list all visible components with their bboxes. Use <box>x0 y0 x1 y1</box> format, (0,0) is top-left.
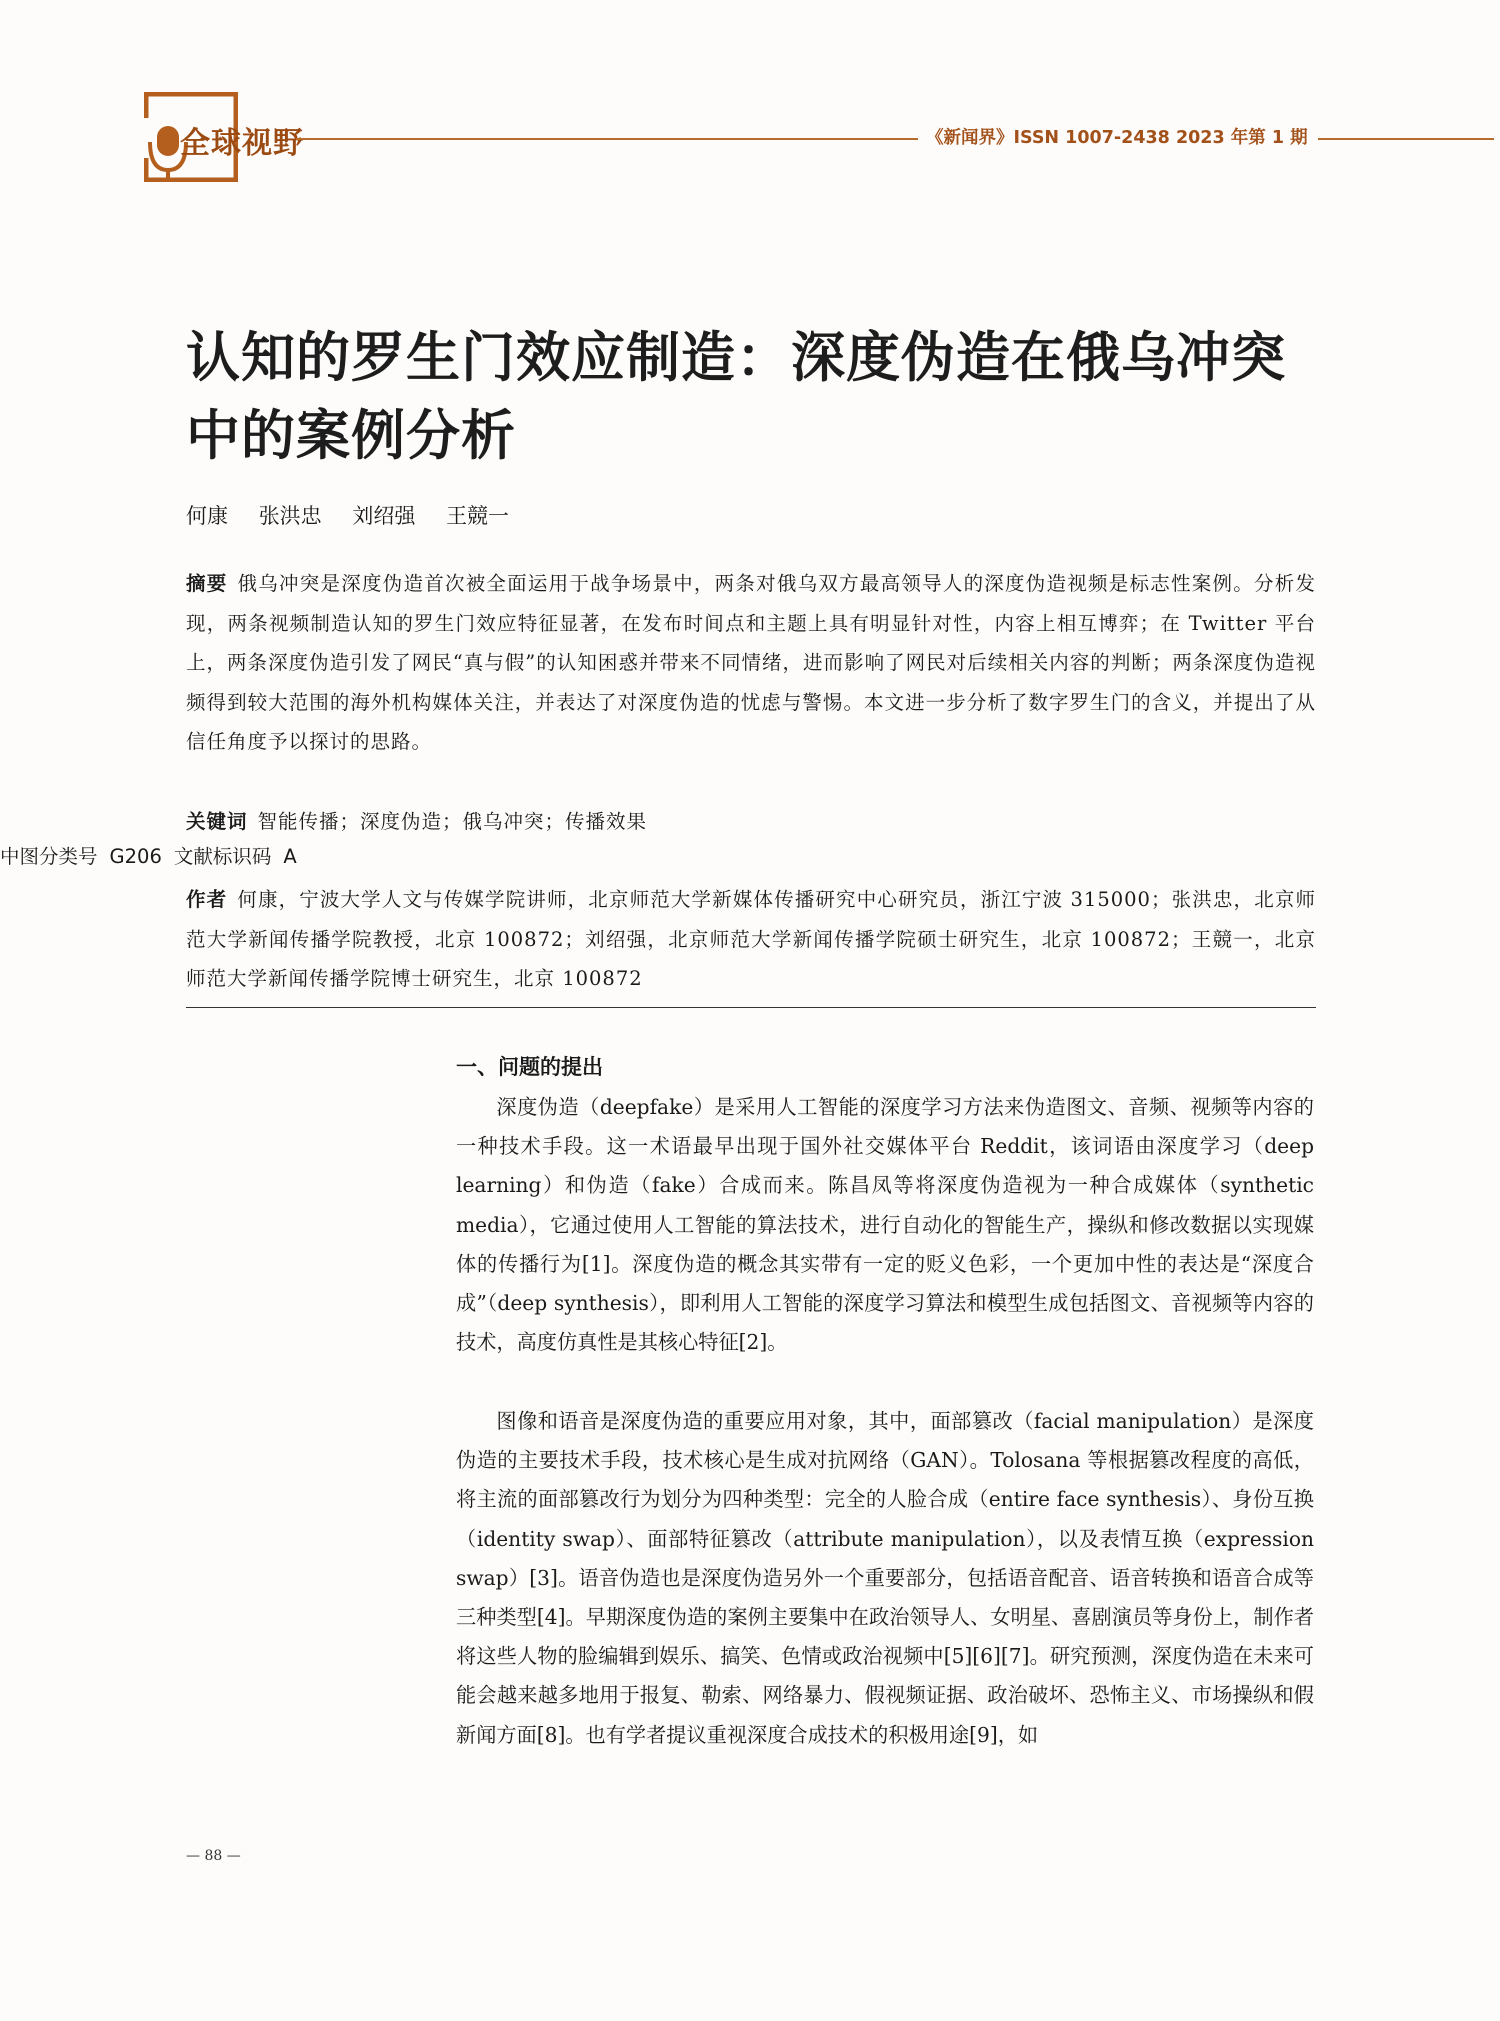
doc-code-value: A <box>283 845 297 868</box>
author-name: 张洪忠 <box>258 504 322 528</box>
body-paragraph <box>456 1088 1314 1362</box>
header-rule-left <box>296 138 918 140</box>
author-name: 何康 <box>186 504 228 528</box>
header-rule-right <box>1318 138 1494 140</box>
classification-numbers <box>0 841 309 869</box>
paragraph-text: 图像和语音是深度伪造的重要应用对象，其中，面部篡改（facial manipulation）是深度伪造的主要技术手段，技术核心是生成对抗网络（GAN）。Tolosana 等根据篡改程度的高低，将主流的面部篡改行为划分为四种类型：完全的人脸合成（entire face synthesis）、身份互换（identity swap）、面部特征篡改（attribute manipulation），以及表情互换（expression swap）[3]。语音伪造也是深度伪造另外一个重要部分，包括语音配音、语音转换和语音合成等三种类型[4]。早期深度伪造的案例主要集中在政治领导人、女明星、喜剧演员等身份上，制作者将这些人物的脸编辑到娱乐、搞笑、色情或政治视频中[5][6][7]。研究预测，深度伪造在未来可能会越来越多地用于报复、勒索、网络暴力、假视频证据、政治破坏、恐怖主义、市场操纵和假新闻方面[8]。也有学者提议重视深度合成技术的积极用途[9]，如 <box>456 1409 1314 1747</box>
author-name: 王競一 <box>446 504 510 528</box>
author-info <box>186 880 1316 999</box>
author-info-label: 作者 <box>186 888 228 911</box>
doc-code-label: 文献标识码 <box>173 845 272 868</box>
keywords <box>186 802 1316 842</box>
section-heading: 一、问题的提出 <box>456 1055 603 1079</box>
abstract-label: 摘要 <box>186 572 228 595</box>
article-title: 认知的罗生门效应制造：深度伪造在俄乌冲突中的案例分析 <box>186 325 1286 467</box>
author-name: 刘绍强 <box>352 504 416 528</box>
keywords-text: 智能传播；深度伪造；俄乌冲突；传播效果 <box>257 810 648 833</box>
section-label: 全球视野 <box>180 126 304 161</box>
author-list <box>186 500 533 530</box>
section-divider <box>186 1007 1316 1008</box>
paragraph-text: 深度伪造（deepfake）是采用人工智能的深度学习方法来伪造图文、音频、视频等内容的一种技术手段。这一术语最早出现于国外社交媒体平台 Reddit，该词语由深度学习（deep learning）和伪造（fake）合成而来。陈昌凤等将深度伪造视为一种合成媒体（synthetic media），它通过使用人工智能的算法技术，进行自动化的智能生产，操纵和修改数据以实现媒体的传播行为[1]。深度伪造的概念其实带有一定的贬义色彩，一个更加中性的表达是“深度合成”（deep synthesis），即利用人工智能的深度学习算法和模型生成包括图文、音视频等内容的技术，高度仿真性是其核心特征[2]。 <box>456 1095 1314 1355</box>
page-number: — 88 — <box>186 1848 241 1864</box>
keywords-label: 关键词 <box>186 810 248 833</box>
abstract-text: 俄乌冲突是深度伪造首次被全面运用于战争场景中，两条对俄乌双方最高领导人的深度伪造视频是标志性案例。分析发现，两条视频制造认知的罗生门效应特征显著，在发布时间点和主题上具有明显针对性，内容上相互博弈；在 Twitter 平台上，两条深度伪造引发了网民“真与假”的认知困惑并带来不同情绪，进而影响了网民对后续相关内容的判断；两条深度伪造视频得到较大范围的海外机构媒体关注，并表达了对深度伪造的忧虑与警惕。本文进一步分析了数字罗生门的含义，并提出了从信任角度予以探讨的思路。 <box>186 572 1316 753</box>
body-paragraph <box>456 1402 1314 1755</box>
clc-value: G206 <box>109 845 162 868</box>
journal-citation: 《新闻界》ISSN 1007-2438 2023 年第 1 期 <box>926 128 1308 148</box>
author-info-text: 何康，宁波大学人文与传媒学院讲师，北京师范大学新媒体传播研究中心研究员，浙江宁波 315000；张洪忠，北京师范大学新闻传播学院教授，北京 100872；刘绍强，北京师范大学新闻传播学院硕士研究生，北京 100872；王競一，北京师范大学新闻传播学院博士研究生，北京 100872 <box>186 888 1316 990</box>
abstract <box>186 564 1316 762</box>
clc-label: 中图分类号 <box>0 845 98 868</box>
